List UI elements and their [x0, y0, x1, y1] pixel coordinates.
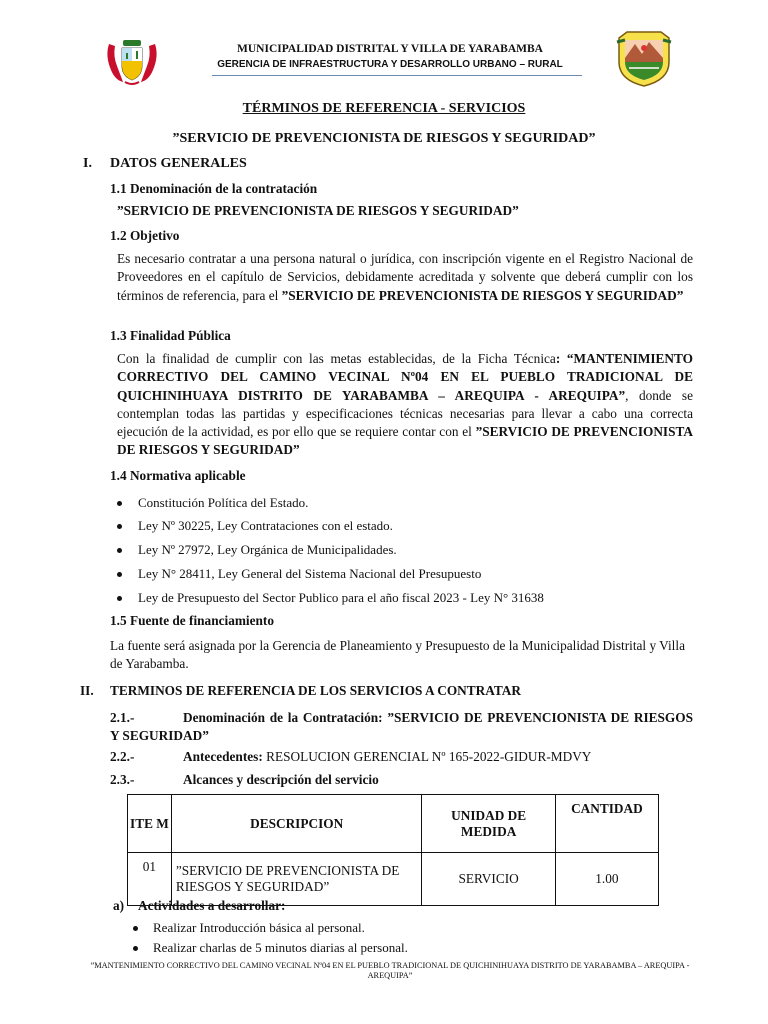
cell-unit: SERVICIO	[422, 853, 555, 906]
peru-coat-of-arms-logo	[103, 36, 161, 88]
purpose-bold-1: : “MANTENIMIENTO CORRECTIVO DEL CAMINO VECINAL Nº04 EN EL PUEBLO TRADICIONAL DE QUICHINIHUAYA DISTRITO DE YARABAMBA – AREQUIPA - AREQUIPA”	[117, 351, 693, 403]
bullet-icon	[117, 596, 122, 601]
list-item: Constitución Política del Estado.	[117, 494, 308, 512]
subsection-1-1-title: 1.1 Denominación de la contratación	[110, 181, 318, 196]
subsection-1-4-title: 1.4 Normativa aplicable	[110, 468, 246, 483]
section-2-title: TERMINOS DE REFERENCIA DE LOS SERVICIOS A CONTRATAR	[110, 683, 521, 698]
section-1-number: I.	[83, 156, 92, 171]
subsection-1-1-text: ”SERVICIO DE PREVENCIONISTA DE RIESGOS Y SEGURIDAD”	[117, 203, 519, 218]
bullet-icon	[117, 524, 122, 529]
activities-label: a)	[113, 898, 125, 913]
header-item: ITE M	[128, 795, 172, 853]
bullet-icon	[117, 572, 122, 577]
document-title: TÉRMINOS DE REFERENCIA - SERVICIOS	[242, 101, 526, 116]
bullet-icon	[117, 501, 122, 506]
cell-item: 01	[128, 853, 172, 906]
item-2-2-number: 2.2.-	[110, 749, 135, 764]
list-item: Realizar charlas de 5 minutos diarias al personal.	[133, 939, 408, 957]
services-table	[127, 794, 659, 906]
item-2-1-number: 2.1.-	[110, 710, 135, 725]
yarabamba-shield-logo	[615, 28, 673, 88]
subsection-1-3-paragraph	[117, 350, 693, 460]
purpose-bold-2: ”SERVICIO DE PREVENCIONISTA DE RIESGOS Y SEGURIDAD”	[117, 424, 693, 458]
header-title: MUNICIPALIDAD DISTRITAL Y VILLA DE YARABAMBA	[237, 43, 543, 55]
activities-title: Actividades a desarrollar:	[138, 898, 286, 913]
purpose-text-1: Con la finalidad de cumplir con las metas establecidas, de la Ficha Técnica	[117, 351, 556, 366]
purpose-text-2: , donde se contemplan todas las partidas y especificaciones técnicas necesarias para llevar a cabo una correcta ejecución de la actividad, es por ello que se requiere contar con el	[117, 387, 693, 440]
cell-description: ”SERVICIO DE PREVENCIONISTA DE RIESGOS Y SEGURIDAD”	[171, 853, 422, 906]
list-item: Ley Nº 30225, Ley Contrataciones con el estado.	[117, 517, 393, 535]
subsection-1-3-title: 1.3 Finalidad Pública	[110, 328, 231, 343]
subsection-1-2-paragraph	[117, 250, 693, 305]
item-2-2-text: Antecedentes: RESOLUCION GERENCIAL Nº 165-2022-GIDUR-MDVY	[183, 749, 592, 764]
item-2-1-text: Denominación de la Contratación: ”SERVICIO DE PREVENCIONISTA DE RIESGOS Y SEGURIDAD”	[110, 710, 693, 744]
subsection-1-5-text: La fuente será asignada por la Gerencia de Planeamiento y Presupuesto de la Municipalidad Distrital y Villa de Yarabamba.	[110, 638, 685, 672]
header-quantity: CANTIDAD	[555, 795, 658, 853]
subsection-1-5-title: 1.5 Fuente de financiamiento	[110, 613, 274, 628]
list-item: Ley Nº 27972, Ley Orgánica de Municipalidades.	[117, 541, 397, 559]
bullet-icon	[133, 926, 138, 931]
bullet-icon	[117, 548, 122, 553]
objective-service: ”SERVICIO DE PREVENCIONISTA DE RIESGOS Y SEGURIDAD”	[281, 287, 684, 303]
table-header-row	[128, 795, 659, 853]
header-unit: UNIDAD DE MEDIDA	[422, 795, 555, 853]
header-description: DESCRIPCION	[171, 795, 422, 853]
cell-quantity: 1.00	[555, 853, 658, 906]
header-subtitle: GERENCIA DE INFRAESTRUCTURA Y DESARROLLO URBANO – RURAL	[217, 59, 563, 70]
page-header	[0, 0, 768, 90]
objective-text: Es necesario contratar a una persona natural o jurídica, con inscripción vigente en el Registro Nacional de Proveedores en el capítulo de Servicios, debidamente acreditada y solvente que deberá cumplir con los términos de referencia, para el	[117, 251, 693, 303]
item-2-3-label: Alcances y descripción del servicio	[183, 772, 379, 787]
section-1-title: DATOS GENERALES	[110, 156, 247, 171]
bullet-icon	[133, 946, 138, 951]
page-footer: ”MANTENIMIENTO CORRECTIVO DEL CAMINO VECINAL Nº04 EN EL PUEBLO TRADICIONAL DE QUICHINIHUAYA DISTRITO DE YARABAMBA – AREQUIPA - AREQUIPA”	[90, 961, 690, 980]
subsection-1-2-title: 1.2 Objetivo	[110, 228, 180, 243]
item-2-3-number: 2.3.-	[110, 772, 135, 787]
header-divider	[212, 75, 582, 76]
section-2-number: II.	[80, 683, 94, 698]
list-item: Realizar Introducción básica al personal.	[133, 919, 365, 937]
list-item: Ley de Presupuesto del Sector Publico para el año fiscal 2023 - Ley N° 31638	[117, 589, 544, 607]
service-title: ”SERVICIO DE PREVENCIONISTA DE RIESGOS Y SEGURIDAD”	[172, 131, 596, 146]
list-item: Ley N° 28411, Ley General del Sistema Nacional del Presupuesto	[117, 565, 481, 583]
